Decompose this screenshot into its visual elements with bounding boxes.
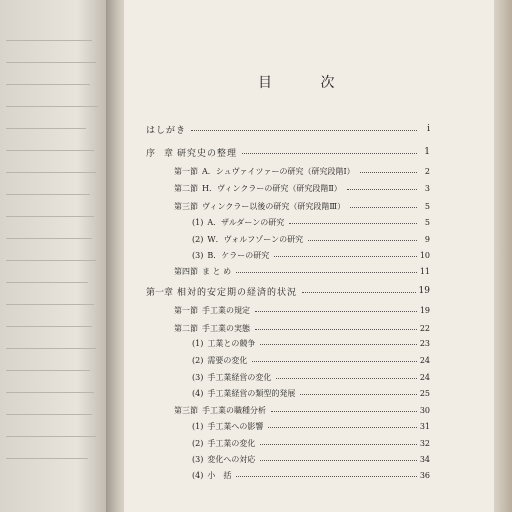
faint-text-line [6,370,90,371]
toc-entry-page: 11 [419,266,430,276]
dot-leader [274,256,417,257]
dot-leader [252,361,416,362]
faint-text-line [6,414,92,415]
faint-text-line [6,40,92,41]
dot-leader [268,427,416,428]
toc-entry [174,321,430,335]
toc-entry-number: 第三節 [174,201,198,211]
toc-entry-title: 手工業経営の類型的発展 [207,388,296,398]
toc-entry-page: 36 [419,470,430,480]
faint-text-line [6,304,94,305]
toc-entry-number: (3) [192,250,204,260]
toc-entry-page: 31 [419,421,430,431]
faint-text-line [6,436,96,437]
dot-leader [260,444,416,445]
toc-entry-title: A．シュヴァイツァーの研究（研究段階Ⅰ） [202,166,355,176]
toc-entry [146,145,430,159]
toc-entry-title: 手工業の実態 [202,323,250,333]
toc-entry [174,164,430,178]
toc-entry-number: (2) [192,234,204,244]
toc-entry [192,336,430,350]
toc-entry-title: W．ヴォルフゾーンの研究 [207,234,304,244]
toc-entry-page: 2 [424,166,430,176]
dot-leader [271,411,417,412]
toc-entry-page: 1 [424,147,430,157]
toc-entry [192,370,430,384]
dot-leader [255,329,417,330]
toc-entry-title: 手工業の規定 [202,305,250,315]
toc-entry-title: 研究史の整理 [177,148,238,159]
toc-entry [174,264,430,278]
toc-entry-number: 序 章 [146,148,174,159]
toc-entry-number: (4) [192,470,204,480]
faint-text-line [6,238,92,239]
toc-entry-page: 23 [419,338,430,348]
toc-entry-page: 19 [419,305,430,315]
toc-entry-number: (2) [192,355,204,365]
toc-entry [192,386,430,400]
toc-entry-title: B．ケラーの研究 [207,250,270,260]
toc-entry-page: 32 [419,438,430,448]
toc-entry-page: 10 [419,250,430,260]
toc-entry [192,452,430,466]
dot-leader [350,207,417,208]
dot-leader [260,460,416,461]
toc-entry-page: i [427,124,430,134]
toc-entry-title: ヴィンクラー以後の研究（研究段階Ⅲ） [202,201,346,211]
toc-entry [174,403,430,417]
toc-entry [174,181,430,195]
toc-entry-page: 19 [418,286,430,296]
toc-entry [192,232,430,246]
toc-entry-number: (1) [192,217,204,227]
toc-entry-number: 第一章 [146,287,174,298]
faint-text-line [6,172,96,173]
toc-entry-title: 需要の変化 [207,355,248,365]
faint-text-line [6,106,98,107]
dot-leader [347,189,417,190]
toc-entry-title: ま と め [202,266,232,276]
page-edge [494,0,512,512]
toc-entry-title: 変化への対応 [207,454,256,464]
toc-entry-number: (2) [192,438,204,448]
toc-entry-title: 工業との競争 [207,338,256,348]
dot-leader [260,344,416,345]
toc-entry-page: 22 [419,323,430,333]
faint-text-line [6,150,94,151]
toc-entry-number: 第一節 [174,305,198,315]
faint-text-line [6,326,92,327]
toc-entry [146,122,430,136]
toc-entry [146,284,430,298]
toc-entry-number: (3) [192,454,204,464]
faint-text-line [6,260,96,261]
dot-leader [302,292,416,293]
toc-entry-page: 3 [424,183,430,193]
toc-entry-title: H．ヴィンクラーの研究（研究段階Ⅱ） [202,183,342,193]
toc-entry-title: 手工業経営の変化 [207,372,272,382]
toc-entry-title: A．ザルダーンの研究 [207,217,285,227]
toc-entry-number: 第二節 [174,183,198,193]
toc-entry-number: 第二節 [174,323,198,333]
toc-entry-number: (3) [192,372,204,382]
dot-leader [191,130,417,131]
page-title: 目 次 [258,75,357,91]
dot-leader [289,223,417,224]
dot-leader [276,378,416,379]
faint-text-line [6,128,86,129]
toc-entry-page: 34 [419,454,430,464]
faint-text-line [6,62,96,63]
faint-text-line [6,458,88,459]
dot-leader [236,272,417,273]
left-page [0,0,110,512]
dot-leader [242,153,417,154]
toc-entry-number: (1) [192,421,204,431]
toc-entry-page: 5 [424,201,430,211]
toc-entry-page: 24 [419,355,430,365]
faint-text-line [6,216,94,217]
faint-text-line [6,392,94,393]
toc-entry [192,248,430,262]
toc-entry-page: 25 [419,388,430,398]
dot-leader [236,476,416,477]
faint-text-line [6,84,90,85]
faint-text-line [6,194,90,195]
toc-entry-page: 30 [419,405,430,415]
toc-entry-title: はしがき [146,125,187,136]
toc-entry [192,215,430,229]
toc-entry [192,468,430,482]
toc-entry-number: (4) [192,388,204,398]
toc-entry-title: 相対的安定期の経済的状況 [177,287,298,298]
dot-leader [300,394,416,395]
toc-entry-page: 24 [419,372,430,382]
toc-entry [174,199,430,213]
dot-leader [255,311,417,312]
toc-entry [192,436,430,450]
toc-entry-title: 手工業の変化 [207,438,256,448]
toc-entry-number: (1) [192,338,204,348]
toc-entry-title: 手工業への影響 [207,421,264,431]
toc-entry-title: 小 括 [207,470,232,480]
toc-entry-number: 第四節 [174,266,198,276]
toc-entry-number: 第三節 [174,405,198,415]
toc-entry-page: 5 [424,217,430,227]
toc-entry-page: 9 [424,234,430,244]
faint-text-line [6,348,96,349]
dot-leader [360,172,417,173]
faint-text-line [6,282,88,283]
toc-entry-title: 手工業の職種分析 [202,405,266,415]
toc-entry [192,419,430,433]
toc-entry [192,353,430,367]
dot-leader [308,240,417,241]
toc-entry [174,303,430,317]
toc-entry-number: 第一節 [174,166,198,176]
